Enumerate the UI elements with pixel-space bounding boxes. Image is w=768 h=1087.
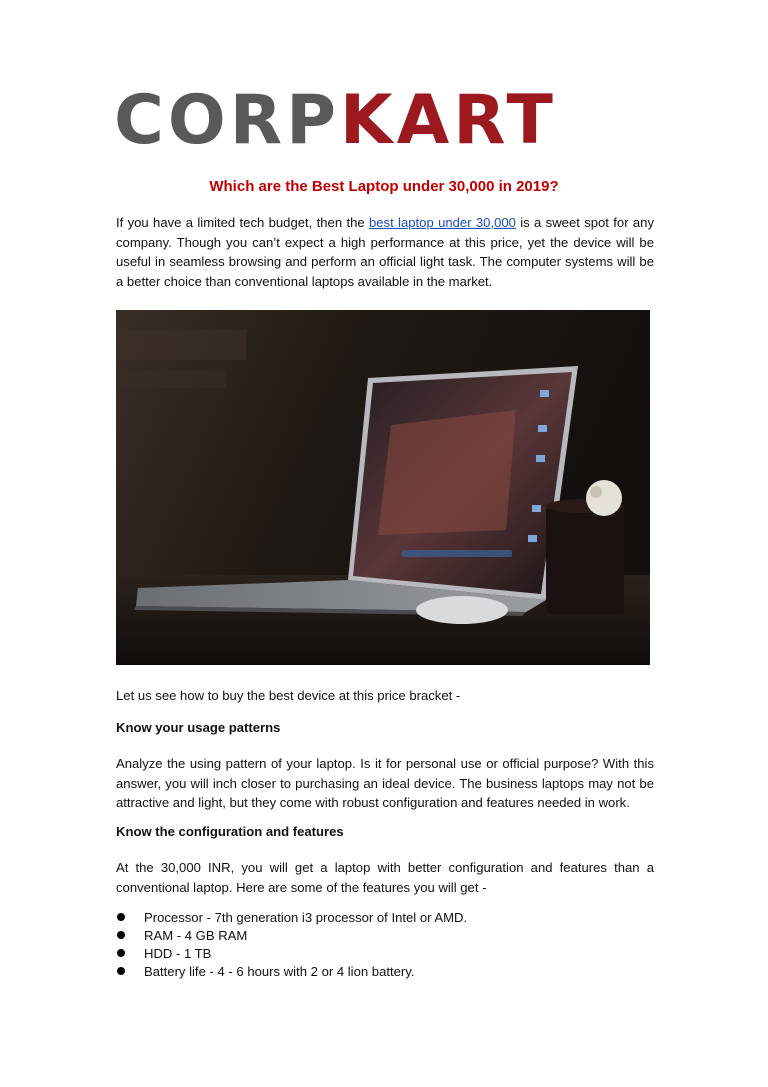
intro-text-end: is a sweet spot for any company. Though you can’t expect a high performance at this price, yet the device will be useful in seamless browsing and perform an official light task. The computer systems will be a better choice than conventional laptops available in the market. [116,215,654,289]
section-body-configuration: At the 30,000 INR, you will get a laptop with better configuration and features than a conventional laptop. Here are some of the features you will get - [116,860,654,895]
section-body-usage: Analyze the using pattern of your laptop. Is it for personal use or official purpose? With this answer, you will inch closer to purchasing an ideal device. The business laptops may not be attractive and light, but they come with robust configuration and features needed in work. [116,756,654,810]
bullet-icon [117,949,125,957]
list-item [116,963,654,981]
intro-paragraph [116,213,654,291]
laptop-photo-illustration [116,310,650,665]
corpkart-logo [114,81,654,160]
section-heading-configuration: Know the configuration and features [116,824,344,839]
bullet-icon [117,931,125,939]
logo-kart-text: KART [339,81,557,160]
bullet-icon [117,967,125,975]
list-item [116,927,654,945]
feature-text: HDD - 1 TB [144,946,212,961]
list-item [116,909,654,927]
feature-text: Processor - 7th generation i3 processor of Intel or AMD. [144,910,468,925]
feature-text: Battery life - 4 - 6 hours with 2 or 4 lion battery. [144,964,415,979]
logo-corp-text: CORP [114,81,340,160]
intro-text-start: If you have a limited tech budget, then the [116,215,369,230]
list-item [116,945,654,963]
feature-list [116,909,654,981]
article-title: Which are the Best Laptop under 30,000 in 2019? [209,178,559,195]
section-heading-usage: Know your usage patterns [116,720,281,735]
best-laptop-link[interactable]: best laptop under 30,000 [368,215,516,230]
bullet-icon [117,913,125,921]
feature-text: RAM - 4 GB RAM [144,928,248,943]
lead-in-text: Let us see how to buy the best device at this price bracket - [116,688,461,703]
laptop-photo [116,310,650,665]
